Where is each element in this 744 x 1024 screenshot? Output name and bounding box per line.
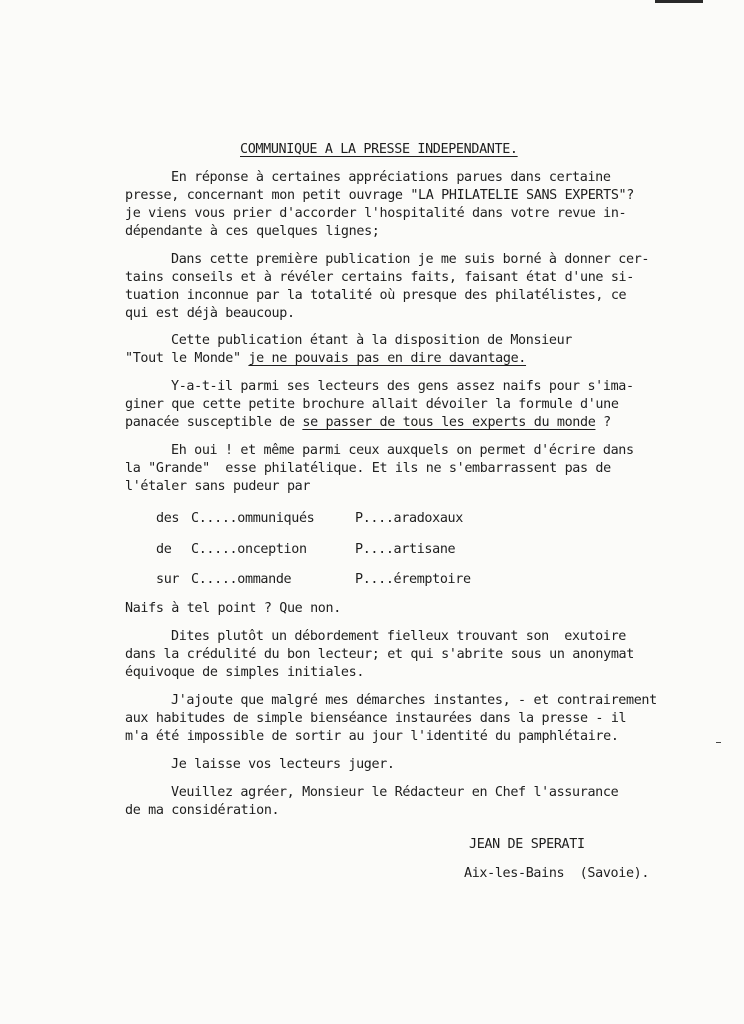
p8-line-3: m'a été impossible de sortir au jour l'identité du pamphlétaire.: [125, 729, 619, 744]
p2-line-2: tains conseils et à révéler certains faits, faisant état d'une si-: [125, 270, 634, 285]
p3-line-2: [125, 352, 526, 365]
list-word-p-3: P....éremptoire: [355, 572, 471, 587]
p5-line-1: Eh oui ! et même parmi ceux auxquels on permet d'écrire dans: [171, 443, 634, 458]
p3-line-1: Cette publication étant à la disposition de Monsieur: [171, 333, 573, 348]
p7-line-1: Dites plutôt un débordement fielleux trouvant son exutoire: [171, 629, 626, 644]
list-prep-2: de: [156, 542, 172, 557]
p1-line-4: dépendante à ces quelques lignes;: [125, 224, 380, 239]
p4-underlined-phrase: se passer de tous les experts du monde: [302, 415, 596, 430]
list-word-p-1: P....aradoxaux: [355, 511, 463, 526]
p1-line-1: En réponse à certaines appréciations parues dans certaine: [171, 170, 611, 185]
p10-line-2: de ma considération.: [125, 803, 280, 818]
p7-line-3: équivoque de simples initiales.: [125, 665, 365, 680]
list-word-p-2: P....artisane: [355, 542, 456, 557]
p4-line-3-start: panacée susceptible de: [125, 415, 303, 430]
p1-line-3: je viens vous prier d'accorder l'hospitalité dans votre revue in-: [125, 206, 627, 221]
p1-line-2: presse, concernant mon petit ouvrage "LA PHILATELIE SANS EXPERTS"?: [125, 188, 634, 203]
list-word-c-3: C.....ommande: [191, 572, 292, 587]
p2-line-3: tuation inconnue par la totalité où presque des philatélistes, ce: [125, 288, 627, 303]
signature-place: Aix-les-Bains (Savoie).: [464, 866, 650, 881]
p9-line: Je laisse vos lecteurs juger.: [171, 757, 395, 772]
p3-line-2-start: "Tout le Monde": [125, 351, 249, 366]
signature-name: JEAN DE SPERATI: [469, 837, 585, 852]
stray-ink-mark: [716, 742, 721, 743]
p3-underlined-phrase: je ne pouvais pas en dire davantage.: [248, 351, 527, 366]
p4-line-3: [125, 416, 611, 429]
p4-line-1: Y-a-t-il parmi ses lecteurs des gens assez naifs pour s'ima-: [171, 379, 634, 394]
p7-line-2: dans la crédulité du bon lecteur; et qui s'abrite sous un anonymat: [125, 647, 634, 662]
p8-line-2: aux habitudes de simple bienséance instaurées dans la presse - il: [125, 711, 627, 726]
list-word-c-1: C.....ommuniqués: [191, 511, 315, 526]
p4-line-2: giner que cette petite brochure allait dévoiler la formule d'une: [125, 397, 619, 412]
list-word-c-2: C.....onception: [191, 542, 307, 557]
p6-line: Naifs à tel point ? Que non.: [125, 601, 341, 616]
scan-edge-mark: [655, 0, 703, 3]
list-prep-1: des: [156, 511, 180, 526]
letter-title: COMMUNIQUE A LA PRESSE INDEPENDANTE.: [240, 142, 518, 157]
list-prep-3: sur: [156, 572, 180, 587]
p5-line-3: l'étaler sans pudeur par: [125, 479, 311, 494]
p8-line-1: J'ajoute que malgré mes démarches instantes, - et contrairement: [171, 693, 657, 708]
p5-line-2: la "Grande" esse philatélique. Et ils ne s'embarrassent pas de: [125, 461, 611, 476]
p10-line-1: Veuillez agréer, Monsieur le Rédacteur en Chef l'assurance: [171, 785, 619, 800]
p2-line-4: qui est déjà beaucoup.: [125, 306, 295, 321]
p4-line-3-end: ?: [595, 415, 611, 430]
p2-line-1: Dans cette première publication je me suis borné à donner cer-: [171, 252, 650, 267]
